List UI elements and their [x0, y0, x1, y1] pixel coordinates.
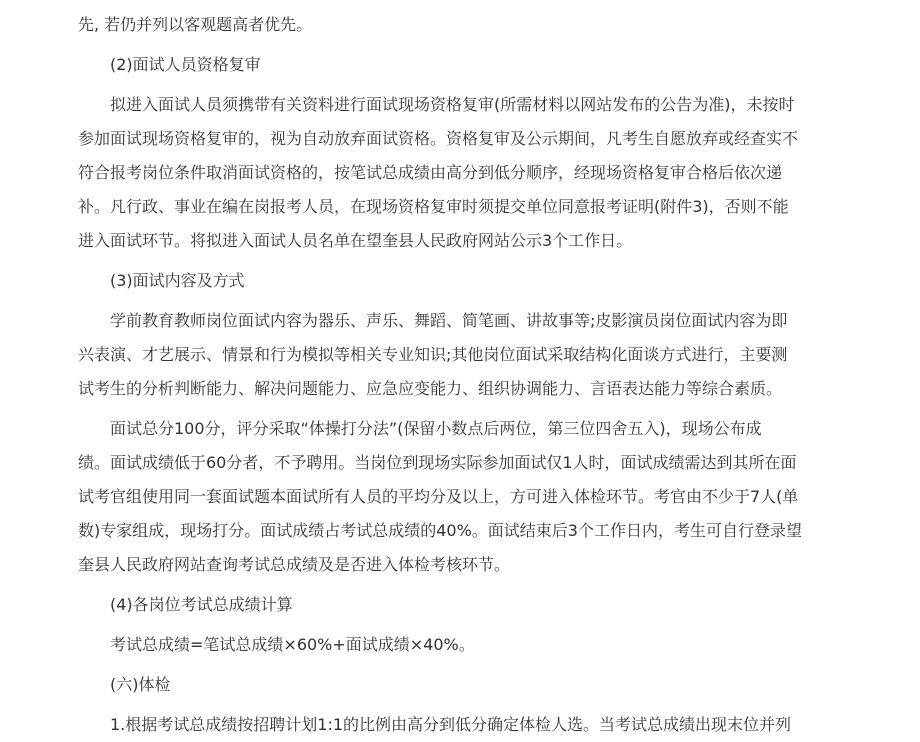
article-body: [78, 0, 808, 742]
paragraph-line: (2)面试人员资格复审: [110, 55, 261, 74]
paragraph-line: 参加面试现场资格复审的，视为自动放弃面试资格。资格复审及公示期间，凡考生自愿放弃或经查实不: [78, 129, 799, 148]
paragraph-line: 试考生的分析判断能力、解决问题能力、应急应变能力、组织协调能力、言语表达能力等综合素质。: [78, 379, 783, 398]
paragraph-line: 符合报考岗位条件取消面试资格的，按笔试总成绩由高分到低分顺序，经现场资格复审合格后依次递: [78, 163, 783, 182]
paragraph-line: 兴表演、才艺展示、情景和行为模拟等相关专业知识;其他岗位面试采取结构化面谈方式进行，主要测: [78, 345, 788, 364]
paragraph-line: 奎县人民政府网站查询考试总成绩及是否进入体检考核环节。: [78, 555, 511, 574]
paragraph-line: 拟进入面试人员须携带有关资料进行面试现场资格复审(所需材料以网站发布的公告为准)，未按时: [110, 95, 795, 114]
paragraph-line: 进入面试环节。将拟进入面试人员名单在望奎县人民政府网站公示3个工作日。: [78, 231, 633, 250]
paragraph-line: 绩。面试成绩低于60分者，不予聘用。当岗位到现场实际参加面试仅1人时，面试成绩需达到其所在面: [78, 453, 797, 472]
paragraph-line: 先, 若仍并列以客观题高者优先。: [78, 15, 313, 34]
paragraph-line: 补。凡行政、事业在编在岗报考人员，在现场资格复审时须提交单位同意报考证明(附件3)，否则不能: [78, 197, 789, 216]
paragraph-line: 考试总成绩=笔试总成绩×60%+面试成绩×40%。: [110, 635, 475, 654]
paragraph-line: 学前教育教师岗位面试内容为器乐、声乐、舞蹈、简笔画、讲故事等;皮影演员岗位面试内容为即: [110, 311, 788, 330]
paragraph-line: 1.根据考试总成绩按招聘计划1:1的比例由高分到低分确定体检人选。当考试总成绩出现末位并列: [110, 715, 792, 734]
paragraph-line: 试考官组使用同一套面试题本面试所有人员的平均分及以上，方可进入体检环节。考官由不少于7人(单: [78, 487, 799, 506]
paragraph-line: (4)各岗位考试总成绩计算: [110, 595, 293, 614]
paragraph-line: 面试总分100分，评分采取“体操打分法”(保留小数点后两位，第三位四舍五入)，现场公布成: [110, 419, 762, 438]
paragraph-line: (3)面试内容及方式: [110, 271, 245, 290]
paragraph-line: (六)体检: [110, 675, 171, 694]
paragraph-line: 数)专家组成，现场打分。面试成绩占考试总成绩的40%。面试结束后3个工作日内，考生可自行登录望: [78, 521, 802, 540]
